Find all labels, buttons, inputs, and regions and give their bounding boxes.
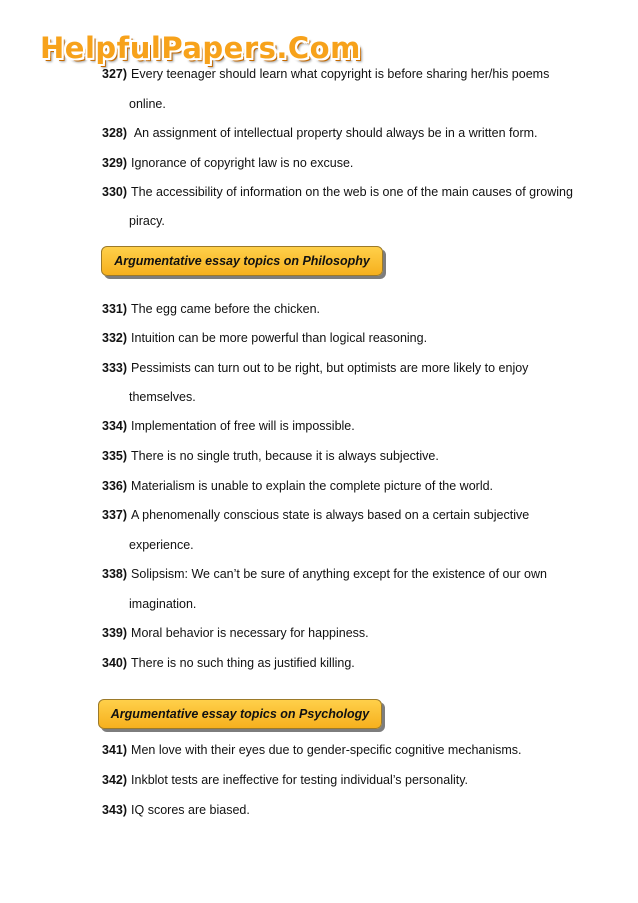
helpfulpapers-logo: HelpfulPapers.Com xyxy=(40,31,361,65)
section-heading-philosophy xyxy=(101,246,383,276)
section-heading-psychology-label: Argumentative essay topics on Psychology xyxy=(110,707,370,721)
list-item-341: 341) Men love with their eyes due to gender-specific cognitive mechanisms. xyxy=(102,743,522,757)
list-item-328: 328) An assignment of intellectual property should always be in a written form. xyxy=(102,126,538,140)
list-item-330: 330) The accessibility of information on the web is one of the main causes of growing xyxy=(102,185,573,199)
list-item-334: 334) Implementation of free will is impossible. xyxy=(102,419,355,433)
section-heading-psychology xyxy=(98,699,382,729)
list-item-338: 338) Solipsism: We can’t be sure of anything except for the existence of our own xyxy=(102,567,547,581)
list-item-332: 332) Intuition can be more powerful than logical reasoning. xyxy=(102,331,428,345)
list-item-340: 340) There is no such thing as justified killing. xyxy=(102,656,355,670)
list-item-338-cont: imagination. xyxy=(129,597,197,611)
list-item-339: 339) Moral behavior is necessary for happiness. xyxy=(102,626,369,640)
list-item-343: 343) IQ scores are biased. xyxy=(102,803,250,817)
list-item-337: 337) A phenomenally conscious state is always based on a certain subjective xyxy=(102,508,530,522)
list-item-336: 336) Materialism is unable to explain the complete picture of the world. xyxy=(102,479,494,493)
list-item-337-cont: experience. xyxy=(129,538,194,552)
list-item-333: 333) Pessimists can turn out to be right, but optimists are more likely to enjoy xyxy=(102,361,529,375)
list-item-335: 335) There is no single truth, because it is always subjective. xyxy=(102,449,439,463)
section-heading-philosophy-label: Argumentative essay topics on Philosophy xyxy=(114,254,370,268)
list-item-333-cont: themselves. xyxy=(129,390,196,404)
list-item-330-cont: piracy. xyxy=(129,214,165,228)
list-item-327-cont: online. xyxy=(129,97,166,111)
list-item-331: 331) The egg came before the chicken. xyxy=(102,302,321,316)
list-item-327: 327) Every teenager should learn what copyright is before sharing her/his poems xyxy=(102,67,550,81)
list-item-342: 342) Inkblot tests are ineffective for testing individual’s personality. xyxy=(102,773,469,787)
list-item-329: 329) Ignorance of copyright law is no excuse. xyxy=(102,156,354,170)
